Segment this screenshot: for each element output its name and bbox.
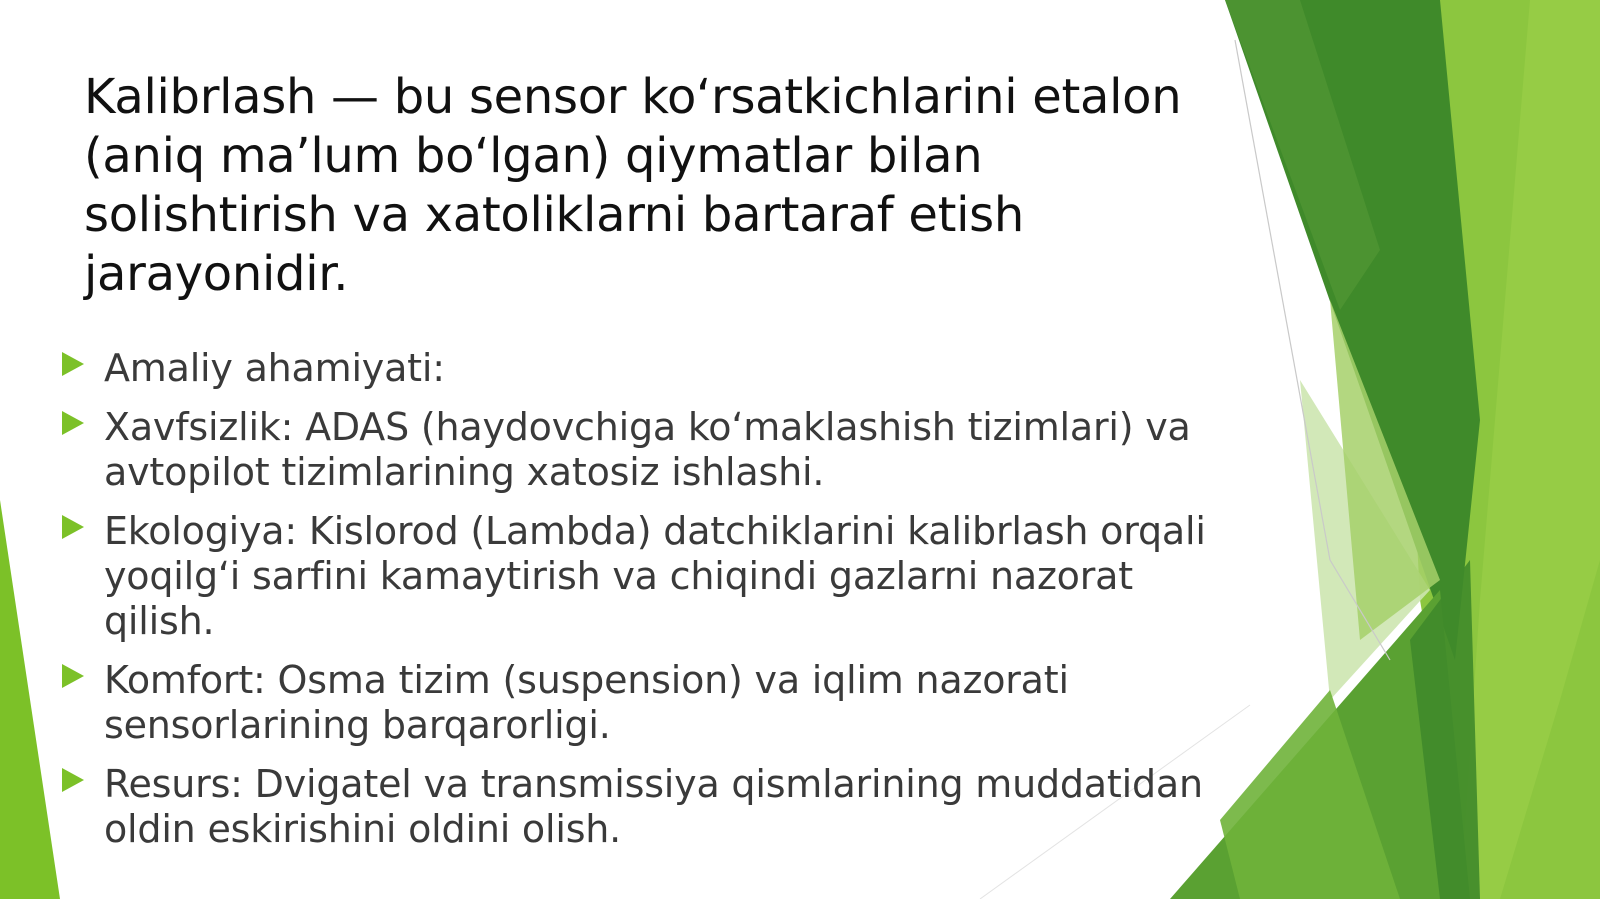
triangle-bullet-icon bbox=[62, 352, 84, 376]
bullet-text: Xavfsizlik: ADAS (haydovchiga koʻmaklashish tizimlari) va avtopilot tizimlarining xatosiz ishlashi. bbox=[104, 405, 1191, 494]
triangle-bullet-icon bbox=[62, 515, 84, 539]
bullet-text: Amaliy ahamiyati: bbox=[104, 346, 445, 390]
triangle-bullet-icon bbox=[62, 768, 84, 792]
bullet-item bbox=[60, 405, 1230, 495]
bullet-item bbox=[60, 509, 1230, 644]
slide-title: Kalibrlash — bu sensor koʻrsatkichlarini etalon (aniq maʼlum boʻlgan) qiymatlar bilan solishtirish va xatoliklarni bartaraf etish jarayonidir. bbox=[84, 69, 1182, 302]
bullet-item bbox=[60, 346, 1230, 391]
triangle-bullet-icon bbox=[62, 664, 84, 688]
bullet-text: Ekologiya: Kislorod (Lambda) datchiklarini kalibrlash orqali yoqilgʻi sarfini kamaytirish va chiqindi gazlarni nazorat qilish. bbox=[104, 509, 1206, 643]
bullet-item bbox=[60, 762, 1230, 852]
bullet-list bbox=[60, 346, 1230, 866]
bullet-item bbox=[60, 658, 1230, 748]
bullet-text: Resurs: Dvigatel va transmissiya qismlarining muddatidan oldin eskirishini oldini olish. bbox=[104, 762, 1203, 851]
triangle-bullet-icon bbox=[62, 411, 84, 435]
bullet-text: Komfort: Osma tizim (suspension) va iqlim nazorati sensorlarining barqarorligi. bbox=[104, 658, 1069, 747]
left-edge-facet bbox=[0, 500, 60, 899]
